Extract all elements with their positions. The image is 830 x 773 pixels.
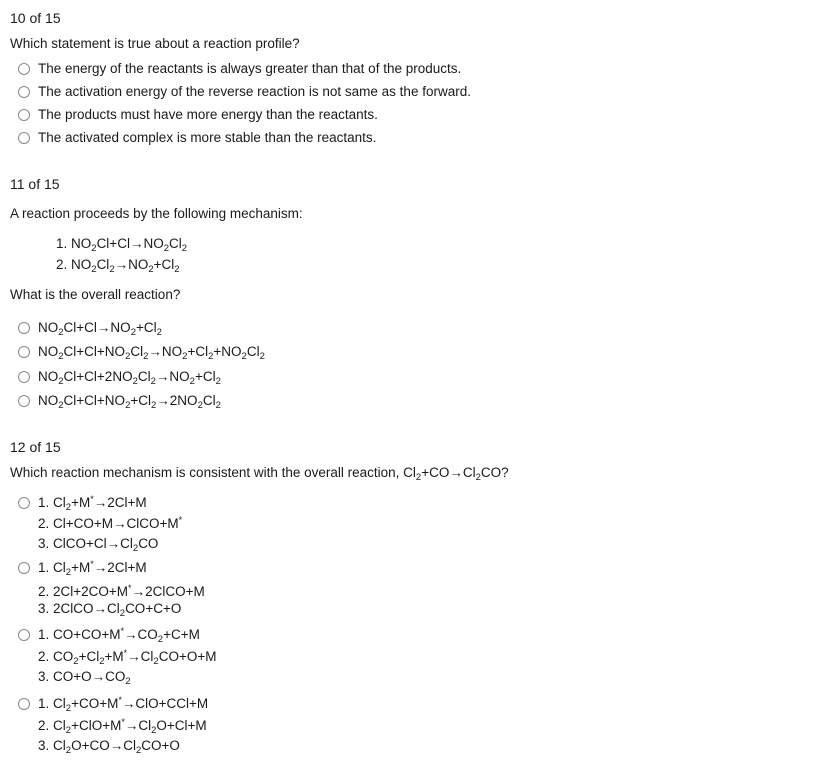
radio-button[interactable] <box>18 562 30 574</box>
radio-button[interactable] <box>18 371 30 383</box>
q12-option-3-step-2: 2. $CO_2+Cl_2+M^*\to Cl_2CO+O+M$ <box>38 648 217 667</box>
option-equation: $NO_2Cl+Cl\to NO_2+Cl_2$ <box>38 320 162 338</box>
radio-button[interactable] <box>18 322 30 334</box>
option-equation: $NO_2Cl+Cl+NO_2+Cl_2\to 2NO_2Cl_2$ <box>38 393 221 411</box>
radio-button[interactable] <box>18 346 30 358</box>
question-12-prompt: Which reaction mechanism is consistent with the overall reaction, $Cl_2+CO\to Cl_2CO$? <box>10 465 509 483</box>
q12-option-4-step-3: 3. $Cl_2O+CO\to Cl_2CO+O$ <box>38 738 180 756</box>
q12-option-3-step-3: 3. $CO+O\to CO_2$ <box>38 669 131 687</box>
q11-option-2[interactable] <box>18 344 265 362</box>
q11-option-1[interactable] <box>18 320 162 338</box>
q11-option-3[interactable] <box>18 369 221 387</box>
q12-option-4[interactable] <box>18 695 209 714</box>
option-label: The activated complex is more stable than the reactants. <box>38 130 377 145</box>
option-step-1: 1. $Cl_2+M^*\to 2Cl+M$ <box>38 559 147 578</box>
q12-option-4-step-2: 2. $Cl_2+ClO+M^*\to Cl_2O+Cl+M$ <box>38 717 207 736</box>
q12-option-1-step-3: 3. $ClCO+Cl\to Cl_2CO$ <box>38 536 159 554</box>
option-step-1: 1. $CO+CO+M^*\to CO_2+C+M$ <box>38 626 200 645</box>
question-11-number: 11 of 15 <box>10 176 60 192</box>
mechanism-step-1: 1. $NO_2Cl+Cl\to NO_2Cl_2$ <box>56 236 188 254</box>
option-label: The products must have more energy than the reactants. <box>38 107 378 122</box>
radio-button[interactable] <box>18 698 30 710</box>
mechanism-step-2: 2. $NO_2Cl_2\to NO_2+Cl_2$ <box>56 257 180 275</box>
q10-option-3[interactable] <box>18 107 378 122</box>
q10-option-4[interactable] <box>18 130 376 145</box>
q12-option-1[interactable] <box>18 494 147 513</box>
radio-button[interactable] <box>18 109 30 121</box>
q12-option-2-step-3: 3. $2ClCO\to Cl_2CO+C+O$ <box>38 601 182 619</box>
question-10-number: 10 of 15 <box>10 10 61 26</box>
radio-button[interactable] <box>18 63 30 75</box>
option-step-1: 1. $Cl_2+M^*\to 2Cl+M$ <box>38 494 147 513</box>
q10-option-2[interactable] <box>18 84 471 99</box>
radio-button[interactable] <box>18 395 30 407</box>
q12-option-2-step-2: 2. 2Cl+2CO+M*→2ClCO+M <box>38 583 205 599</box>
option-equation: $NO_2Cl+Cl+NO_2Cl_2\to NO_2+Cl_2+NO_2Cl_2$ <box>38 344 265 362</box>
question-11-followup: What is the overall reaction? <box>10 287 181 302</box>
radio-button[interactable] <box>18 497 30 509</box>
q10-option-1[interactable] <box>18 61 461 76</box>
radio-button[interactable] <box>18 132 30 144</box>
option-label: The energy of the reactants is always greater than that of the products. <box>38 61 462 76</box>
q12-option-3[interactable] <box>18 626 200 645</box>
question-11-prompt: A reaction proceeds by the following mechanism: <box>10 206 303 221</box>
option-step-1: 1. $Cl_2+CO+M^*\to ClO+CCl+M$ <box>38 695 209 714</box>
q12-option-2[interactable] <box>18 559 147 578</box>
q11-option-4[interactable] <box>18 393 221 411</box>
question-12-number: 12 of 15 <box>10 439 61 455</box>
question-10-prompt: Which statement is true about a reaction profile? <box>10 36 300 51</box>
q12-option-1-step-2: 2. Cl+CO+M→ClCO+M* <box>38 515 183 531</box>
radio-button[interactable] <box>18 629 30 641</box>
option-label: The activation energy of the reverse reaction is not same as the forward. <box>38 84 471 99</box>
radio-button[interactable] <box>18 86 30 98</box>
option-equation: $NO_2Cl+Cl+2NO_2Cl_2\to NO_2+Cl_2$ <box>38 369 221 387</box>
